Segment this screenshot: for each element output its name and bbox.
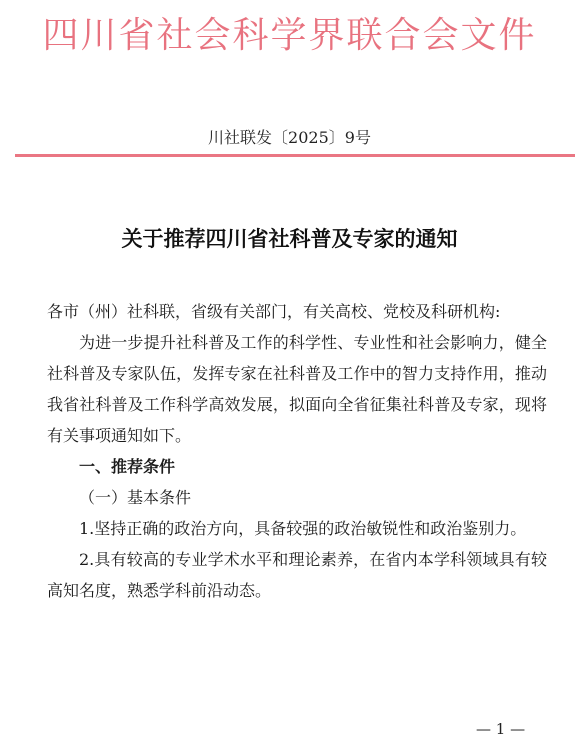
salutation: 各市（州）社科联，省级有关部门，有关高校、党校及科研机构: [47,302,501,321]
red-separator-line [15,154,575,157]
page-number: — 1 — [476,720,526,738]
subsection-heading: （一）基本条件 [79,488,192,507]
condition-item-2: 2.具有较高的专业学术水平和理论素养，在省内本学科领域具有较高知名度，熟悉学科前沿动态。 [47,550,547,600]
notice-title: 关于推荐四川省社科普及专家的通知 [121,226,458,251]
issuer-header-title: 四川省社会科学界联合会文件 [42,15,537,56]
document-body [47,296,547,606]
document-number: 川社联发〔2025〕9号 [208,128,371,147]
intro-paragraph: 为进一步提升社科普及工作的科学性、专业性和社会影响力，健全社科普及专家队伍，发挥专家在社科普及工作中的智力支持作用，推动我省社科普及工作科学高效发展，拟面向全省征集社科普及专家，现将有关事项通知如下。 [47,333,547,445]
section-heading: 一、推荐条件 [79,457,176,476]
condition-item-1: 1.坚持正确的政治方向，具备较强的政治敏锐性和政治鉴别力。 [79,519,527,538]
